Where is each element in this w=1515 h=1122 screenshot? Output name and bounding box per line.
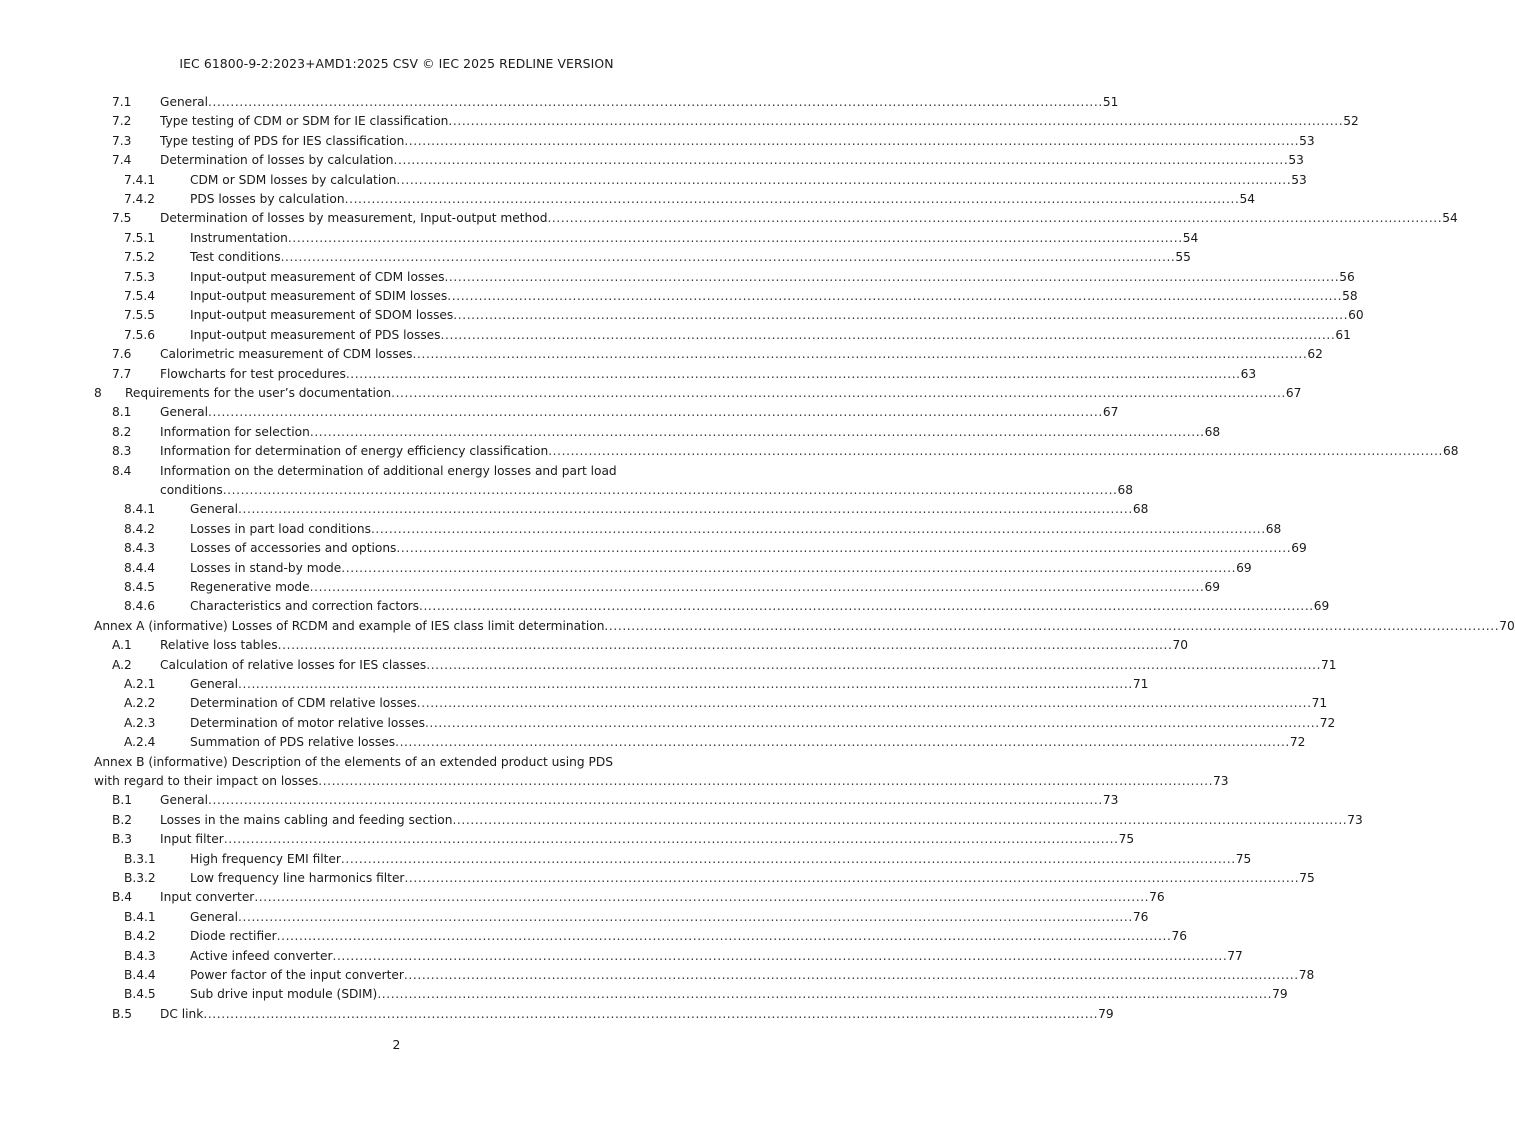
toc-entry[interactable] [0,248,1191,267]
toc-entry-number: B.4.2 [124,929,156,944]
toc-entry-title: Type testing of CDM or SDM for IE classification [160,114,449,129]
toc-entry-line [160,403,1119,422]
toc-entry-title: CDM or SDM losses by calculation [190,172,397,187]
toc-entry[interactable] [0,733,1306,752]
toc-entry-page: 75 [1299,871,1315,885]
toc-entry-page: 63 [1240,366,1257,381]
dot-leader: ........................................................................................................................................................................................................ [318,773,1214,788]
toc-entry-line [190,520,1282,539]
toc-entry-title: Calorimetric measurement of CDM losses [160,347,413,362]
toc-entry-title: Input converter [160,890,255,905]
toc-entry-number: 7.3 [112,133,132,148]
toc-entry-number: 7.5 [112,211,132,226]
toc-entry-line [190,500,1149,519]
toc-entry[interactable] [0,694,1328,713]
toc-entry-number: A.2 [112,657,132,672]
dot-leader: ........................................................................................................................................................................................................ [370,521,1266,536]
dot-leader: ........................................................................................................................................................................................................ [238,502,1133,517]
dot-leader: ........................................................................................................................................................................................................ [238,677,1133,691]
toc-entry[interactable] [0,559,1252,578]
toc-entry[interactable] [0,442,1459,461]
dot-leader: ........................................................................................................................................................................................................ [424,715,1320,730]
toc-entry[interactable] [0,869,1315,888]
toc-entry-page: 78 [1298,968,1315,982]
toc-entry[interactable] [0,1005,1114,1024]
toc-entry-title: General [190,677,239,691]
toc-entry-page: 54 [1442,211,1458,226]
toc-entry-title: Input filter [160,832,224,847]
toc-entry-title: Power factor of the input converter [190,968,404,982]
toc-entry[interactable] [0,423,1221,442]
toc-entry[interactable] [0,287,1358,306]
toc-entry[interactable] [0,268,1355,287]
toc-entry-line [160,481,1134,500]
toc-entry[interactable] [0,753,1229,792]
toc-entry-line [160,888,1165,907]
toc-entry-number: A.2.2 [124,696,156,711]
toc-entry[interactable] [0,578,1220,597]
toc-entry-number: 7.5.6 [124,327,156,342]
toc-entry-number: 7.7 [112,366,132,381]
toc-entry-line [94,617,1515,636]
toc-entry-title: Input-output measurement of PDS losses [190,327,441,342]
toc-entry[interactable] [0,520,1282,539]
toc-entry[interactable] [0,112,1359,131]
toc-entry[interactable] [0,966,1315,985]
toc-entry-title: Losses of accessories and options [190,541,397,556]
toc-entry-title: Losses in the mains cabling and feeding section [160,812,453,827]
toc-entry-line [190,268,1355,287]
toc-entry-line [160,442,1459,461]
dot-leader: ........................................................................................................................................................................................................ [254,890,1150,905]
dot-leader: ........................................................................................................................................................................................................ [548,444,1444,459]
toc-entry-page: 77 [1227,948,1243,963]
toc-entry-number: A.2.3 [124,715,156,730]
toc-entry-title: Information for determination of energy efficiency classification [160,444,549,459]
toc-entry-title: Losses in part load conditions [190,521,371,536]
toc-entry[interactable] [0,403,1119,422]
toc-entry-page: 67 [1102,405,1119,420]
toc-entry[interactable] [0,850,1252,869]
toc-entry-title: Relative loss tables [160,638,278,653]
dot-leader: ........................................................................................................................................................................................................ [395,735,1290,750]
dot-leader: ........................................................................................................................................................................................................ [208,405,1103,420]
toc-entry[interactable] [0,132,1315,151]
toc-entry-page: 70 [1172,638,1188,653]
toc-entry-page: 73 [1213,773,1229,788]
toc-entry-page: 73 [1102,793,1119,808]
toc-entry-line [160,209,1458,228]
dot-leader: ........................................................................................................................................................................................................ [340,851,1236,866]
toc-entry-page: 62 [1307,347,1323,362]
dot-leader: ........................................................................................................................................................................................................ [404,871,1300,885]
dot-leader: ........................................................................................................................................................................................................ [332,948,1228,963]
toc-entry-number: A.2.4 [124,735,156,750]
dot-leader: ........................................................................................................................................................................................................ [447,289,1343,303]
toc-entry-number: B.4 [112,890,132,905]
toc-entry-number: B.5 [112,1006,132,1021]
toc-entry-line [190,985,1288,1004]
toc-entry-number: B.3.2 [124,871,156,885]
toc-entry-title: Instrumentation [190,230,288,245]
toc-entry-line [190,714,1336,733]
toc-entry[interactable] [0,93,1119,112]
toc-entry-page: 68 [1204,424,1221,439]
toc-entry-title: Input-output measurement of SDOM losses [190,308,454,323]
toc-entry[interactable] [0,811,1363,830]
toc-entry-number: B.4.4 [124,968,156,982]
toc-entry[interactable] [0,171,1307,190]
toc-entry-page: 72 [1319,715,1336,730]
toc-entry-page: 67 [1285,386,1302,400]
toc-entry-line [190,694,1328,713]
toc-entry-line [160,93,1119,112]
toc-entry-number: 7.5.3 [124,269,156,284]
toc-entry-title: conditions [160,482,223,497]
toc-entry-number: 7.2 [112,114,132,129]
toc-entry-number: 8.2 [112,424,132,439]
toc-entry-line [190,733,1306,752]
toc-entry-line [160,636,1188,655]
toc-entry-line [190,947,1243,966]
dot-leader: ........................................................................................................................................................................................................ [604,618,1500,633]
toc-entry[interactable] [0,306,1364,325]
toc-entry-page: 53 [1288,153,1304,168]
toc-entry-title: Test conditions [190,250,281,265]
toc-entry-title: Sub drive input module (SDIM) [190,987,378,1002]
toc-entry[interactable] [0,345,1323,364]
toc-entry-number: 7.5.1 [124,230,156,245]
toc-entry-line [190,675,1149,694]
toc-entry-title: with regard to their impact on losses [94,773,319,788]
toc-entry-page: 69 [1291,541,1307,556]
toc-entry-line [160,1005,1114,1024]
toc-entry-number: 7.5.2 [124,250,156,265]
toc-entry-line [160,811,1363,830]
toc-entry-number: 8.4.3 [124,541,156,556]
toc-entry-title: Losses in stand-by mode [190,560,342,575]
toc-entry-page: 60 [1348,308,1364,323]
dot-leader: ........................................................................................................................................................................................................ [208,95,1103,109]
toc-entry-title: General [190,502,239,517]
dot-leader: ........................................................................................................................................................................................................ [341,560,1237,575]
toc-entry[interactable] [0,947,1243,966]
toc-entry-page: 76 [1132,909,1149,924]
toc-entry[interactable] [0,714,1336,733]
dot-leader: ........................................................................................................................................................................................................ [448,114,1344,129]
toc-entry-number: 7.6 [112,347,132,362]
toc-entry-line [190,190,1255,209]
toc-entry-title: Information on the determination of additional energy losses and part load [160,463,617,478]
dot-leader: ........................................................................................................................................................................................................ [309,424,1205,439]
toc-entry-title: Determination of losses by measurement, Input-output method [160,211,548,226]
toc-entry-page: 55 [1175,250,1191,265]
toc-entry-line [190,287,1358,306]
toc-entry-line [160,791,1119,810]
toc-entry-page: 76 [1149,890,1165,905]
toc-entry-page: 69 [1236,560,1252,575]
toc-entry-line [190,539,1307,558]
dot-leader: ........................................................................................................................................................................................................ [453,308,1349,323]
toc-entry-page: 71 [1132,677,1149,691]
toc-entry-line [190,171,1307,190]
toc-entry-line [94,772,1229,791]
dot-leader: ........................................................................................................................................................................................................ [452,812,1348,827]
toc-entry-page: 56 [1339,269,1355,284]
toc-entry-number: 8.3 [112,444,132,459]
dot-leader: ........................................................................................................................................................................................................ [426,657,1322,672]
toc-entry-page: 73 [1347,812,1363,827]
toc-entry-page: 68 [1265,521,1282,536]
toc-entry-line [125,384,1302,403]
dot-leader: ........................................................................................................................................................................................................ [309,580,1205,594]
toc-entry[interactable] [0,539,1307,558]
toc-entry[interactable] [0,927,1187,946]
toc-entry-page: 75 [1235,851,1252,866]
toc-entry-page: 69 [1313,599,1330,614]
toc-entry-page: 53 [1291,172,1307,187]
toc-entry-line [160,423,1221,442]
toc-entry-page: 68 [1117,482,1134,497]
toc-entry-number: 7.5.4 [124,289,156,303]
toc-entry-line [160,656,1337,675]
toc-entry-title: Information for selection [160,424,310,439]
toc-entry-title: Flowcharts for test procedures [160,366,346,381]
toc-entry-title: PDS losses by calculation [190,192,345,206]
toc-entry[interactable] [0,656,1337,675]
toc-entry-line [190,927,1187,946]
toc-entry-line [190,966,1315,985]
dot-leader: ........................................................................................................................................................................................................ [287,230,1183,245]
toc-entry-title: Low frequency line harmonics filter [190,871,405,885]
toc-entry-title: Type testing of PDS for IES classification [160,133,405,148]
dot-leader: ........................................................................................................................................................................................................ [393,153,1289,168]
document-header: IEC 61800-9-2:2023+AMD1:2025 CSV © IEC 2025 REDLINE VERSION [179,56,614,71]
dot-leader: ........................................................................................................................................................................................................ [391,386,1286,400]
dot-leader: ........................................................................................................................................................................................................ [222,482,1118,497]
toc-entry-page: 70 [1499,618,1515,633]
toc-entry[interactable] [0,791,1119,810]
toc-entry-page: 79 [1272,987,1288,1002]
toc-entry-page: 52 [1343,114,1359,129]
toc-entry-line [160,112,1359,131]
toc-entry[interactable] [0,888,1165,907]
dot-leader: ........................................................................................................................................................................................................ [412,347,1308,362]
toc-entry-number: B.4.5 [124,987,156,1002]
dot-leader: ........................................................................................................................................................................................................ [416,696,1312,711]
toc-entry-line [190,908,1149,927]
toc-entry[interactable] [0,985,1288,1004]
dot-leader: ........................................................................................................................................................................................................ [377,987,1273,1002]
toc-entry-line [160,132,1315,151]
toc-entry[interactable] [0,209,1458,228]
toc-entry[interactable] [0,675,1149,694]
toc-entry-number: 8.4.1 [124,502,156,517]
toc-entry[interactable] [0,229,1199,248]
toc-entry-number: B.1 [112,793,132,808]
toc-entry-page: 53 [1299,133,1315,148]
toc-entry-page: 76 [1171,929,1187,944]
toc-entry-number: 8.4.6 [124,599,156,614]
toc-entry-number: B.2 [112,812,132,827]
toc-entry-page: 61 [1335,327,1351,342]
toc-entry[interactable] [0,190,1255,209]
toc-entry-title: Diode rectifier [190,929,277,944]
dot-leader: ........................................................................................................................................................................................................ [396,172,1292,187]
toc-entry[interactable] [0,597,1330,616]
toc-entry-line [190,869,1315,888]
toc-entry-number: 8.4.4 [124,560,156,575]
toc-entry-page: 68 [1132,502,1149,517]
toc-entry-line [190,597,1330,616]
toc-entry-title: Requirements for the user’s documentation [125,386,392,400]
toc-entry-line [190,248,1191,267]
dot-leader: ........................................................................................................................................................................................................ [238,909,1133,924]
toc-entry-page: 54 [1239,192,1255,206]
toc-entry-title: Regenerative mode [190,580,310,594]
toc-entry-title: DC link [160,1006,204,1021]
toc-entry-number: A.2.1 [124,677,156,691]
toc-entry-number: 7.1 [112,95,132,109]
toc-entry-page: 71 [1311,696,1328,711]
toc-entry-line [190,306,1364,325]
toc-entry-title: Characteristics and correction factors [190,599,419,614]
toc-entry-line [190,578,1220,597]
dot-leader: ........................................................................................................................................................................................................ [444,269,1340,284]
toc-entry[interactable] [0,908,1149,927]
toc-entry-line [190,326,1351,345]
toc-entry-page: 72 [1289,735,1306,750]
toc-entry-title: Active infeed converter [190,948,333,963]
toc-entry-line [160,365,1257,384]
toc-entry[interactable] [0,365,1257,384]
toc-entry-title: Input-output measurement of SDIM losses [190,289,448,303]
toc-entry-line [190,850,1252,869]
toc-entry-number: B.3.1 [124,851,156,866]
toc-entry-title: Annex B (informative) Description of the elements of an extended product using PDS [94,754,613,769]
toc-entry[interactable] [0,462,1134,501]
toc-entry-line [190,229,1199,248]
toc-entry-title: High frequency EMI filter [190,851,341,866]
toc-entry-number: 7.4 [112,153,132,168]
toc-entry-page: 51 [1102,95,1119,109]
toc-entry-number: A.1 [112,638,132,653]
toc-entry-number: 7.4.2 [124,192,156,206]
page-number: 2 [392,1037,401,1052]
toc-entry-title: Input-output measurement of CDM losses [190,269,445,284]
toc-entry-number: 8.4.5 [124,580,156,594]
dot-leader: ........................................................................................................................................................................................................ [208,793,1103,808]
toc-entry-title: General [160,95,209,109]
dot-leader: ........................................................................................................................................................................................................ [280,250,1176,265]
dot-leader: ........................................................................................................................................................................................................ [440,327,1336,342]
toc-entry-line [160,830,1135,849]
toc-entry[interactable] [0,830,1135,849]
toc-entry-title: Determination of losses by calculation [160,153,394,168]
dot-leader: ........................................................................................................................................................................................................ [404,133,1300,148]
dot-leader: ........................................................................................................................................................................................................ [276,929,1172,944]
toc-entry-title: Annex A (informative) Losses of RCDM and example of IES class limit determination [94,618,605,633]
toc-entry[interactable] [0,500,1149,519]
toc-entry-number: 8.4.2 [124,521,156,536]
dot-leader: ........................................................................................................................................................................................................ [418,599,1314,614]
toc-entry-title: General [190,909,239,924]
toc-entry[interactable] [0,636,1188,655]
toc-entry-title: Determination of CDM relative losses [190,696,417,711]
dot-leader: ........................................................................................................................................................................................................ [223,832,1119,847]
toc-entry[interactable] [0,151,1304,170]
toc-entry-number: 7.4.1 [124,172,156,187]
toc-entry[interactable] [0,617,1515,636]
toc-entry-number: 8 [94,386,102,400]
dot-leader: ........................................................................................................................................................................................................ [396,541,1292,556]
dot-leader: ........................................................................................................................................................................................................ [277,638,1173,653]
toc-entry-page: 58 [1342,289,1358,303]
toc-entry-number: 8.4 [112,463,132,478]
toc-entry-page: 54 [1182,230,1199,245]
toc-entry-page: 75 [1118,832,1135,847]
dot-leader: ........................................................................................................................................................................................................ [203,1006,1099,1021]
toc-entry-title: Calculation of relative losses for IES classes [160,657,427,672]
toc-entry-title: General [160,405,209,420]
toc-entry-number: B.3 [112,832,132,847]
toc-entry-title: Summation of PDS relative losses [190,735,396,750]
toc-entry-number: 7.5.5 [124,308,156,323]
dot-leader: ........................................................................................................................................................................................................ [345,366,1241,381]
toc-entry-page: 79 [1098,1006,1114,1021]
toc-entry-number: B.4.3 [124,948,156,963]
toc-entry-number: 8.1 [112,405,132,420]
dot-leader: ........................................................................................................................................................................................................ [403,968,1299,982]
toc-entry-line [160,151,1304,170]
toc-entry-page: 71 [1321,657,1337,672]
toc-entry-line [160,345,1323,364]
toc-entry-line [190,559,1252,578]
toc-entry-page: 68 [1443,444,1459,459]
dot-leader: ........................................................................................................................................................................................................ [547,211,1443,226]
toc-entry-title: General [160,793,209,808]
toc-entry-title: Determination of motor relative losses [190,715,425,730]
dot-leader: ........................................................................................................................................................................................................ [344,192,1240,206]
toc-entry-page: 69 [1204,580,1220,594]
toc-entry[interactable] [0,384,1302,403]
toc-entry-number: B.4.1 [124,909,156,924]
toc-entry[interactable] [0,326,1351,345]
